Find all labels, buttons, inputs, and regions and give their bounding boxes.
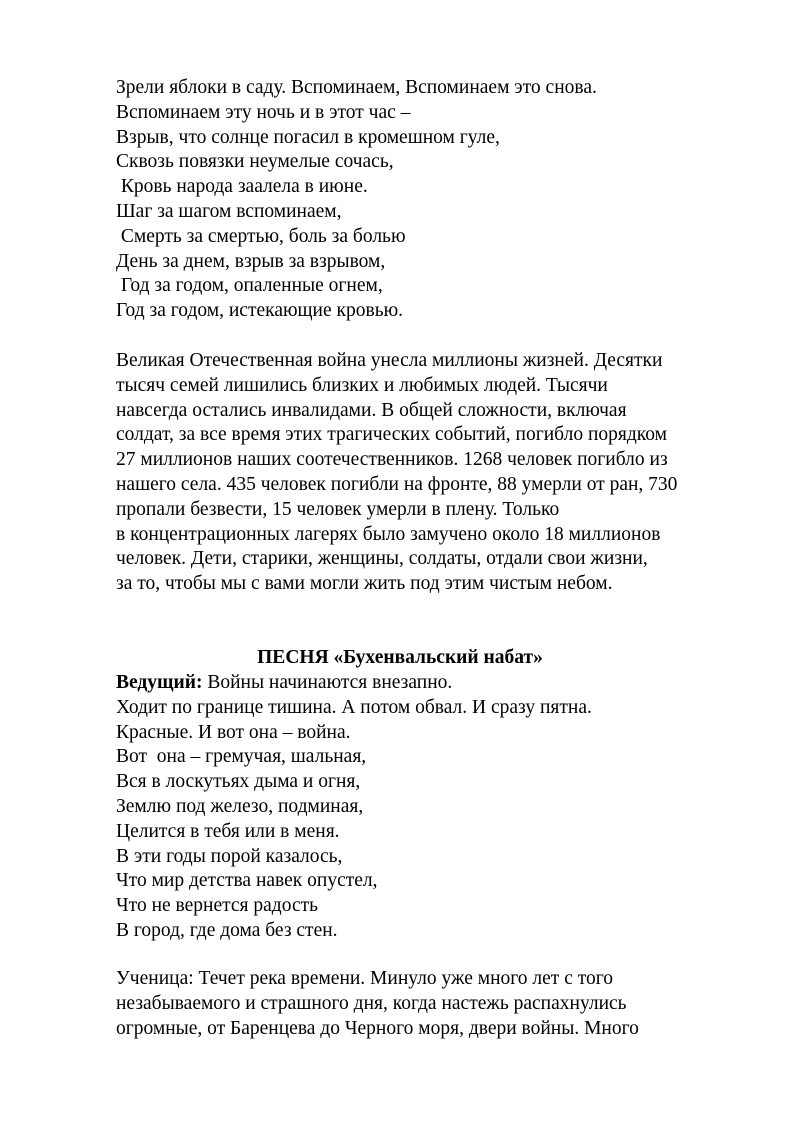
host-line: Землю под железо, подминая, [116, 795, 364, 817]
paragraph-line: навсегда остались инвалидами. В общей сложности, включая [116, 399, 627, 421]
poem-line: Сквозь повязки неумелые сочась, [116, 151, 394, 173]
host-line-text: Войны начинаются внезапно. [202, 672, 453, 693]
paragraph-line: 27 миллионов наших соотечественников. 1268 человек погибло из [116, 449, 668, 471]
poem-line: Вспоминаем эту ночь и в этот час – [116, 101, 411, 123]
host-section [116, 671, 756, 944]
poem-line: Год за годом, опаленные огнем, [116, 275, 383, 297]
paragraph-line: пропали безвести, 15 человек умерли в плену. Только [116, 498, 560, 520]
poem-intro [116, 76, 756, 324]
host-line: В эти годы порой казалось, [116, 845, 343, 867]
host-line: Целится в тебя или в меня. [116, 820, 340, 842]
host-line: Что мир детства навек опустел, [116, 870, 378, 892]
paragraph-losses [116, 349, 756, 597]
poem-line: Кровь народа заалела в июне. [116, 176, 368, 198]
song-heading: ПЕСНЯ «Бухенвальский набат» [257, 647, 543, 668]
paragraph-line: за то, чтобы мы с вами могли жить под этим чистым небом. [116, 573, 613, 595]
speaker-label: Ведущий: [116, 672, 203, 693]
host-line: В город, где дома без стен. [116, 919, 338, 941]
paragraph-line: тысяч семей лишились близких и любимых людей. Тысячи [116, 374, 608, 396]
poem-line: Зрели яблоки в саду. Вспоминаем, Вспоминаем это снова. [116, 77, 597, 98]
host-line: Вся в лоскутьях дыма и огня, [116, 771, 361, 793]
paragraph-line: солдат, за все время этих трагических событий, погибло порядком [116, 424, 667, 446]
poem-line: Взрыв, что солнце погасил в кромешном гуле, [116, 126, 500, 148]
poem-line: День за днем, взрыв за взрывом, [116, 250, 386, 272]
poem-line: Смерть за смертью, боль за болью [116, 225, 406, 247]
student-line: Ученица: Течет река времени. Минуло уже много лет с того [116, 968, 614, 989]
host-line: Что не вернется радость [116, 895, 319, 917]
host-line: Красные. И вот она – война. [116, 721, 351, 743]
student-line: огромные, от Баренцева до Черного моря, двери войны. Много [116, 1017, 639, 1039]
paragraph-line: человек. Дети, старики, женщины, солдаты, отдали свои жизни, [116, 548, 648, 570]
host-line: Вот она – гремучая, шальная, [116, 746, 367, 768]
poem-line: Год за годом, истекающие кровью. [116, 300, 404, 322]
host-first-line [116, 671, 756, 696]
poem-line: Шаг за шагом вспоминаем, [116, 200, 342, 222]
paragraph-line: в концентрационных лагерях было замучено около 18 миллионов [116, 523, 661, 545]
host-line: Ходит по границе тишина. А потом обвал. И сразу пятна. [116, 696, 592, 718]
student-section [116, 967, 756, 1041]
paragraph-line: Великая Отечественная война унесла миллионы жизней. Десятки [116, 350, 663, 371]
student-line: незабываемого и страшного дня, когда настежь распахнулись [116, 992, 627, 1014]
paragraph-line: нашего села. 435 человек погибли на фронте, 88 умерли от ран, 730 [116, 473, 678, 495]
